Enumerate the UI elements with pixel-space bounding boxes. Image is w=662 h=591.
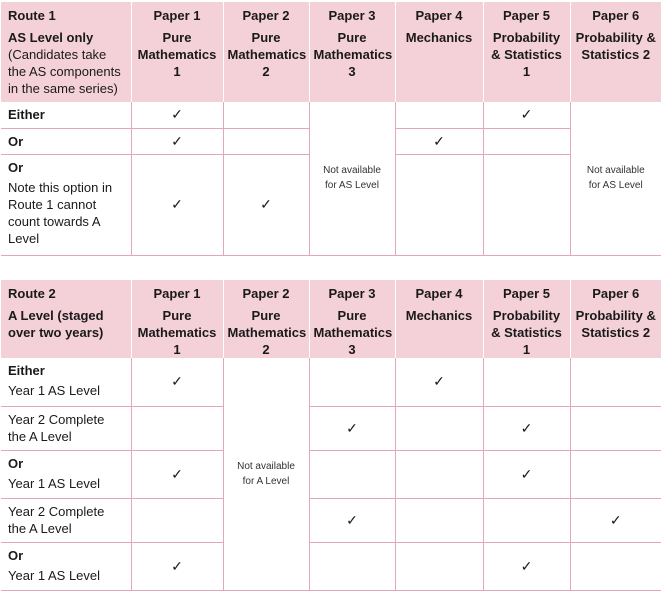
header-paper1 bbox=[131, 2, 223, 102]
option-label: Either bbox=[8, 363, 45, 378]
paper-name: Pure Mathematics 2 bbox=[227, 308, 307, 357]
not-available-text: Not available for AS Level bbox=[323, 165, 381, 192]
check-icon: ✓ bbox=[260, 196, 272, 212]
paper-number: Paper 2 bbox=[242, 286, 290, 301]
empty-cell bbox=[570, 406, 661, 450]
paper-number: Paper 6 bbox=[592, 286, 640, 301]
empty-cell bbox=[223, 102, 309, 128]
row-label bbox=[1, 102, 131, 128]
route2-title: Route 2 bbox=[8, 286, 56, 301]
empty-cell bbox=[131, 498, 223, 542]
option-note: Note this option in Route 1 cannot count towards A Level bbox=[8, 179, 113, 246]
check-icon: ✓ bbox=[520, 465, 533, 482]
option-note: Year 1 AS Level bbox=[8, 383, 101, 398]
table-row bbox=[1, 498, 661, 542]
option-label: Or bbox=[8, 159, 24, 175]
paper-number: Paper 4 bbox=[415, 8, 463, 23]
not-available-text: Not available for A Level bbox=[237, 460, 295, 487]
option-label: Either bbox=[8, 107, 45, 122]
empty-cell bbox=[395, 498, 483, 542]
route1-header-row bbox=[1, 2, 661, 102]
route1-note: (Candidates take the AS components in the same series) bbox=[8, 47, 121, 96]
check-cell bbox=[483, 102, 570, 128]
table-row bbox=[1, 358, 661, 406]
header-paper3 bbox=[309, 2, 395, 102]
check-cell bbox=[131, 102, 223, 128]
row-label bbox=[1, 154, 131, 255]
row-label bbox=[1, 450, 131, 498]
route2-subtitle: A Level (staged over two years) bbox=[8, 308, 104, 340]
check-cell bbox=[131, 542, 223, 590]
route1-title: Route 1 bbox=[8, 8, 56, 23]
option-note: Year 2 Complete the A Level bbox=[8, 503, 105, 536]
paper-name: Mechanics bbox=[405, 30, 473, 45]
check-cell bbox=[131, 358, 223, 406]
option-note: Year 1 AS Level bbox=[8, 567, 101, 583]
check-icon: ✓ bbox=[171, 196, 183, 212]
paper-name: Probability & Statistics 2 bbox=[575, 308, 656, 340]
header-paper5 bbox=[483, 280, 570, 358]
route2-header-row bbox=[1, 280, 661, 358]
paper-name: Pure Mathematics 3 bbox=[313, 30, 393, 79]
row-label bbox=[1, 128, 131, 154]
header-paper6 bbox=[570, 280, 661, 358]
not-available-cell bbox=[570, 102, 661, 255]
check-cell bbox=[483, 450, 570, 498]
empty-cell bbox=[570, 542, 661, 590]
check-icon: ✓ bbox=[171, 373, 183, 390]
check-icon: ✓ bbox=[171, 465, 183, 482]
empty-cell bbox=[395, 154, 483, 255]
paper-name: Probability & Statistics 1 bbox=[491, 308, 562, 357]
empty-cell bbox=[483, 128, 570, 154]
empty-cell bbox=[395, 542, 483, 590]
check-cell bbox=[483, 542, 570, 590]
paper-number: Paper 2 bbox=[242, 8, 290, 23]
check-icon: ✓ bbox=[433, 373, 445, 390]
paper-number: Paper 3 bbox=[328, 8, 376, 23]
empty-cell bbox=[483, 358, 570, 406]
empty-cell bbox=[309, 450, 395, 498]
paper-number: Paper 3 bbox=[328, 286, 376, 301]
paper-name: Pure Mathematics 2 bbox=[227, 30, 307, 79]
table-row bbox=[1, 542, 661, 590]
header-paper2 bbox=[223, 2, 309, 102]
empty-cell bbox=[223, 128, 309, 154]
route1-subtitle: AS Level only bbox=[8, 30, 94, 45]
row-label bbox=[1, 406, 131, 450]
paper-number: Paper 5 bbox=[503, 8, 550, 23]
paper-name: Pure Mathematics 1 bbox=[137, 308, 217, 357]
row-label bbox=[1, 542, 131, 590]
check-icon: ✓ bbox=[346, 511, 358, 528]
check-cell bbox=[131, 154, 223, 255]
check-icon: ✓ bbox=[520, 106, 533, 123]
check-icon: ✓ bbox=[609, 511, 622, 528]
paper-number: Paper 4 bbox=[415, 286, 463, 301]
empty-cell bbox=[395, 406, 483, 450]
check-icon: ✓ bbox=[346, 419, 358, 436]
check-cell bbox=[395, 358, 483, 406]
header-paper6 bbox=[570, 2, 661, 102]
paper-number: Paper 1 bbox=[153, 8, 201, 23]
option-label: Or bbox=[8, 455, 24, 471]
table-row bbox=[1, 406, 661, 450]
check-icon: ✓ bbox=[520, 557, 533, 574]
check-cell bbox=[309, 406, 395, 450]
header-paper1 bbox=[131, 280, 223, 358]
not-available-cell bbox=[223, 358, 309, 590]
check-cell bbox=[131, 128, 223, 154]
row-label bbox=[1, 358, 131, 406]
route1-header-cell bbox=[1, 2, 131, 102]
empty-cell bbox=[570, 358, 661, 406]
option-note: Year 2 Complete the A Level bbox=[8, 411, 105, 444]
paper-name: Pure Mathematics 1 bbox=[137, 30, 217, 79]
paper-name: Pure Mathematics 3 bbox=[313, 308, 393, 357]
not-available-cell bbox=[309, 102, 395, 255]
check-icon: ✓ bbox=[171, 106, 183, 123]
paper-name: Probability & Statistics 1 bbox=[491, 30, 562, 79]
check-cell bbox=[131, 450, 223, 498]
check-cell bbox=[570, 498, 661, 542]
route2-table bbox=[1, 280, 661, 591]
table-row bbox=[1, 102, 661, 128]
paper-name: Mechanics bbox=[405, 308, 473, 323]
header-paper4 bbox=[395, 2, 483, 102]
empty-cell bbox=[395, 450, 483, 498]
check-icon: ✓ bbox=[171, 132, 183, 149]
option-note: Year 1 AS Level bbox=[8, 475, 101, 491]
check-icon: ✓ bbox=[520, 419, 533, 436]
check-cell bbox=[309, 498, 395, 542]
empty-cell bbox=[395, 102, 483, 128]
check-cell bbox=[395, 128, 483, 154]
header-paper2 bbox=[223, 280, 309, 358]
route1-table bbox=[1, 2, 661, 256]
route2-header-cell bbox=[1, 280, 131, 358]
empty-cell bbox=[309, 542, 395, 590]
check-cell bbox=[223, 154, 309, 255]
paper-number: Paper 1 bbox=[153, 286, 201, 301]
option-label: Or bbox=[8, 133, 24, 149]
paper-number: Paper 6 bbox=[592, 8, 640, 23]
check-icon: ✓ bbox=[433, 132, 445, 149]
paper-name: Probability & Statistics 2 bbox=[575, 30, 656, 62]
header-paper4 bbox=[395, 280, 483, 358]
check-icon: ✓ bbox=[171, 557, 183, 574]
paper-number: Paper 5 bbox=[503, 286, 550, 301]
empty-cell bbox=[483, 498, 570, 542]
row-label bbox=[1, 498, 131, 542]
check-cell bbox=[483, 406, 570, 450]
not-available-text: Not available for AS Level bbox=[586, 165, 645, 192]
option-label: Or bbox=[8, 547, 24, 563]
empty-cell bbox=[483, 154, 570, 255]
empty-cell bbox=[131, 406, 223, 450]
header-paper5 bbox=[483, 2, 570, 102]
table-row bbox=[1, 450, 661, 498]
header-paper3 bbox=[309, 280, 395, 358]
empty-cell bbox=[570, 450, 661, 498]
empty-cell bbox=[309, 358, 395, 406]
